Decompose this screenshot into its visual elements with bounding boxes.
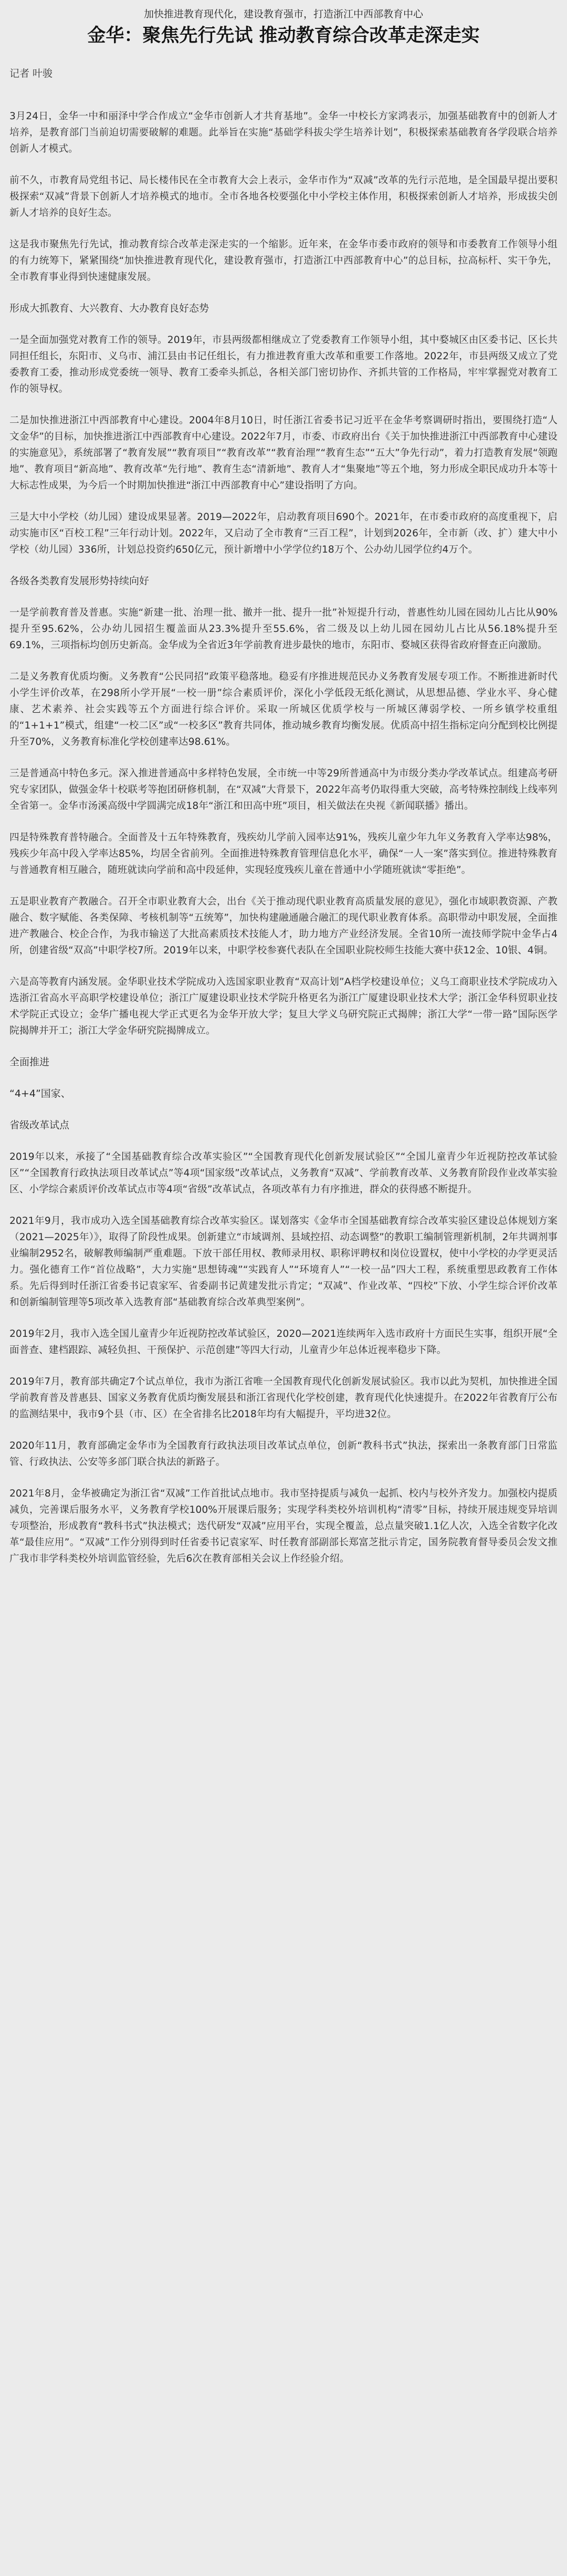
body-paragraph: 3月24日，金华一中和丽泽中学合作成立“金华市创新人才共育基地”。金华一中校长方家鸿表示，加强基础教育中的创新人才培养，是教育部门当前迫切需要破解的难题。此举旨在实施“基础学科拔尖学生培养计划”，积极探索基础教育各学段联合培养创新人才模式。 (9, 111, 558, 154)
section-heading: 形成大抓教育、大兴教育、大办教育良好态势 (9, 303, 209, 314)
body-paragraph: 2019年7月，教育部共确定7个试点单位，我市为浙江省唯一全国教育现代化创新发展试验区。我市以此为契机，加快推进全国学前教育普及普惠县、国家义务教育优质均衡发展县和浙江省现代化学校创建，教育现代化快速提升。在2022年省教育厅公布的监测结果中，我市9个县（市、区）在全省排名比2018年均有大幅提升，平均进32位。 (9, 1376, 558, 1420)
article-byline: 记者 叶骏 (9, 68, 53, 79)
body-paragraph: 2020年11月，教育部确定金华市为全国教育行政执法项目改革试点单位，创新“教科书式”执法，探索出一条教育部门日常监管、行政执法、公安等多部门联合执法的新路子。 (9, 1440, 558, 1468)
body-paragraph: 2019年以来，承接了“全国基础教育综合改革实验区”“全国教育现代化创新发展试验区”“全国儿童青少年近视防控改革试验区”“全国教育行政执法项目改革试点”等4项“国家级”改革试点，义务教育“双减”、学前教育改革、义务教育阶段作业改革实验区、小学综合素质评价改革试点市等4项“省级”改革试点，各项改革有力有序推进，群众的获得感不断提升。 (9, 1151, 558, 1195)
body-paragraph: 三是普通高中特色多元。深入推进普通高中多样特色发展，全市统一中等29所普通高中为市级分类办学改革试点。组建高考研究专家团队，做强金华十校联考等抱团研修机制，在“双减”大背景下，2022年高考仍取得重大突破，高考特殊控制线上线率列全省第一。金华市汤溪高级中学圆满完成18年“浙江和田高中班”项目，相关做法在央视《新闻联播》播出。 (9, 768, 558, 812)
body-paragraph: 这是我市聚焦先行先试，推动教育综合改革走深走实的一个缩影。近年来，在金华市委市政府的领导和市委教育工作领导小组的有力统筹下，紧紧围绕“加快推进教育现代化，建设教育强市，打造浙江中西部教育中心”的总目标，拉高标杆、实干争先，全市教育事业得到快速健康发展。 (9, 239, 558, 283)
body-paragraph: 六是高等教育内涵发展。金华职业技术学院成功入选国家职业教育“双高计划”A档学校建设单位；义乌工商职业技术学院成功入选浙江省高水平高职学校建设单位；浙江广厦建设职业技术学院升格更名为浙江广厦建设职业技术大学；浙江金华科贸职业技术学院正式设立；金华广播电视大学正式更名为金华开放大学；复旦大学义乌研究院正式揭牌；浙江大学“一带一路”国际医学院揭牌并开工；浙江大学金华研究院揭牌成立。 (9, 977, 558, 1036)
article-body (9, 108, 558, 1567)
body-paragraph: 2021年9月，我市成功入选全国基础教育综合改革实验区。谋划落实《金华市全国基础教育综合改革实验区建设总体规划方案（2021—2025年）》，取得了阶段性成果。创新建立“市域调剂、县域控招、动态调整”的教职工编制管理新机制，2年共调剂事业编制2952名，破解教师编制严重难题。下放干部任用权、教师录用权、职称评聘权和岗位设置权，使中小学校的办学更灵活力。强化德育工作“首位战略”，大力实施“思想铸魂”“实践育人”“环境育人”“一校一品”四大工程，系统重塑思政教育工作体系。先后得到时任浙江省委书记袁家军、省委副书记黄建发批示肯定；“双减”、作业改革、“四校”下放、小学生综合评价改革和创新编制管理等5项改革入选教育部“基础教育综合改革典型案例”。 (9, 1216, 558, 1308)
body-paragraph: 前不久，市教育局党组书记、局长楼伟民在全市教育大会上表示，金华市作为“双减”改革的先行示范地，是全国最早提出要积极探索“双减”背景下创新人才培养模式的地市。全市各地各校要强化中小学校主体作用，积极探索创新人才培养，形成拔尖创新人才培养的良好生态。 (9, 175, 558, 219)
body-paragraph: 四是特殊教育普特融合。全面普及十五年特殊教育，残疾幼儿学前入园率达91%，残疾儿童少年九年义务教育入学率达98%，残疾少年高中段入学率达85%，均居全省前列。全面推进特殊教育管理信息化水平，确保“一人一案”落实到位。推进特殊教育与普通教育相互融合，随班就读向学前和高中段延伸，实现轻度残疾儿童在普通中小学随班就读“零拒绝”。 (9, 832, 558, 876)
section-heading: 省级改革试点 (9, 1119, 70, 1131)
body-paragraph: 五是职业教育产教融合。召开全市职业教育大会，出台《关于推动现代职业教育高质量发展的意见》，强化市域职教资源、产教融合、数字赋能、各类保障、考核机制等“五统筹”，加快构建融通融合融汇的现代职业教育体系。高职带动中职发展，全面推进产教融合、校企合作，为我市输送了大批高素质技术技能人才，助力地方产业经济发展。全省10所一流技师学院中金华占4所，创建省级“双高”中职学校7所。2019年以来，中职学校参赛代表队在全国职业院校师生技能大赛中获12金、10银、4铜。 (9, 896, 558, 956)
body-paragraph: 一是学前教育普及普惠。实施“新建一批、治理一批、撤并一批、提升一批”补短提升行动，普惠性幼儿园在园幼儿占比从90%提升至95.62%，公办幼儿园招生覆盖面从23.3%提升至55.6%，省二级及以上幼儿园在园幼儿占比从56.18%提升至69.1%，三项指标均创历史新高。金华成为全省近3年学前教育进步最快的地市，东阳市、婺城区获得省政府督查正向激励。 (9, 607, 558, 651)
body-paragraph: 2019年2月，我市入选全国儿童青少年近视防控改革试验区，2020—2021连续两年入选市政府十方面民生实事，组织开展“全面普查、建档跟踪、减轻负担、干预保护、示范创建”等四大行动，儿童青少年总体近视率稳步下降。 (9, 1328, 558, 1356)
body-paragraph: 二是加快推进浙江中西部教育中心建设。2004年8月10日，时任浙江省委书记习近平在金华考察调研时指出，要围绕打造“人文金华”的目标，加快推进浙江中西部教育中心建设。2022年7月，市委、市政府出台《关于加快推进浙江中西部教育中心建设的实施意见》，系统部署了“教育发展”“教育项目”“教育改革”“教育治理”“教育生态”“五大”争先行动”，着力打造教育发展“领跑地”、教育项目“新高地”、教育改革“先行地”、教育生态“清新地”、教育人才“集聚地”等五个地，努力形成全职民成功升本等十大标志性成果，为今后一个时期加快推进“浙江中西部教育中心”建设指明了方向。 (9, 415, 558, 491)
section-heading: 各级各类教育发展形势持续向好 (9, 575, 150, 587)
article-kicker: 加快推进教育现代化，建设教育强市，打造浙江中西部教育中心 (143, 8, 423, 20)
section-heading: “4+4”国家、 (9, 1088, 71, 1099)
body-paragraph: 三是大中小学校（幼儿园）建设成果显著。2019—2022年，启动教育项目690个。2021年，在市委市政府的高度重视下，启动实施市区“百校工程”三年行动计划。2022年，又启动了全市教育“三百工程”，计划到2026年，全市新（改、扩）建大中小学校（幼儿园）336所，计划总投资约650亿元，预计新增中小学学位约18万个、公办幼儿园学位约4万个。 (9, 512, 558, 555)
body-paragraph: 2021年8月，金华被确定为浙江省“双减”工作首批试点地市。我市坚持提质与减负一起抓、校内与校外齐发力。加强校内提质减负，完善课后服务水平，义务教育学校100%开展课后服务；实现学科类校外培训机构“清零”目标，持续开展违规变异培训专项整治，形成教育“教科书式”执法模式；迭代研发“双减”应用平台，实现全覆盖，总点量突破1.1亿人次，入选全省数字化改革“最佳应用”。“双减”工作分别得到时任省委书记袁家军、时任教育部副部长郑富芝批示肯定，国务院教育督导委员会发文推广我市非学科类校外培训监管经验，先后6次在教育部相关会议上作经验介绍。 (9, 1488, 558, 1564)
body-paragraph: 二是义务教育优质均衡。义务教育“公民同招”政策平稳落地。稳妥有序推进规范民办义务教育发展专项工作。不断推进新时代小学生评价改革，在298所小学开展“一校一册”综合素质评价，深化小学低段无纸化测试，从思想品德、学业水平、身心健康、艺术素养、社会实践等五个方面进行综合评价。采取一所城区优质学校与一所城区薄弱学校、一所乡镇学校重组的“1+1+1”模式，组建“一校二区”或“一校多区”教育共同体，推动城乡教育均衡发展。优质高中招生指标定向分配到校比例提升至70%，义务教育标准化学校创建率达98.61%。 (9, 671, 558, 747)
body-paragraph: 一是全面加强党对教育工作的领导。2019年，市县两级都相继成立了党委教育工作领导小组，其中婺城区由区委书记、区长共同担任组长，东阳市、义乌市、浦江县由书记任组长，有力推进教育重大改革和重要工作落地。2022年，市县两级又成立了党委教育工委，推动形成党委统一领导、教育工委牵头抓总，各相关部门密切协作、齐抓共管的工作格局，牢牢掌握党对教育工作的领导权。 (9, 335, 558, 394)
section-heading: 全面推进 (9, 1056, 50, 1068)
article-headline: 金华：聚焦先行先试 推动教育综合改革走深走实 (87, 25, 480, 46)
